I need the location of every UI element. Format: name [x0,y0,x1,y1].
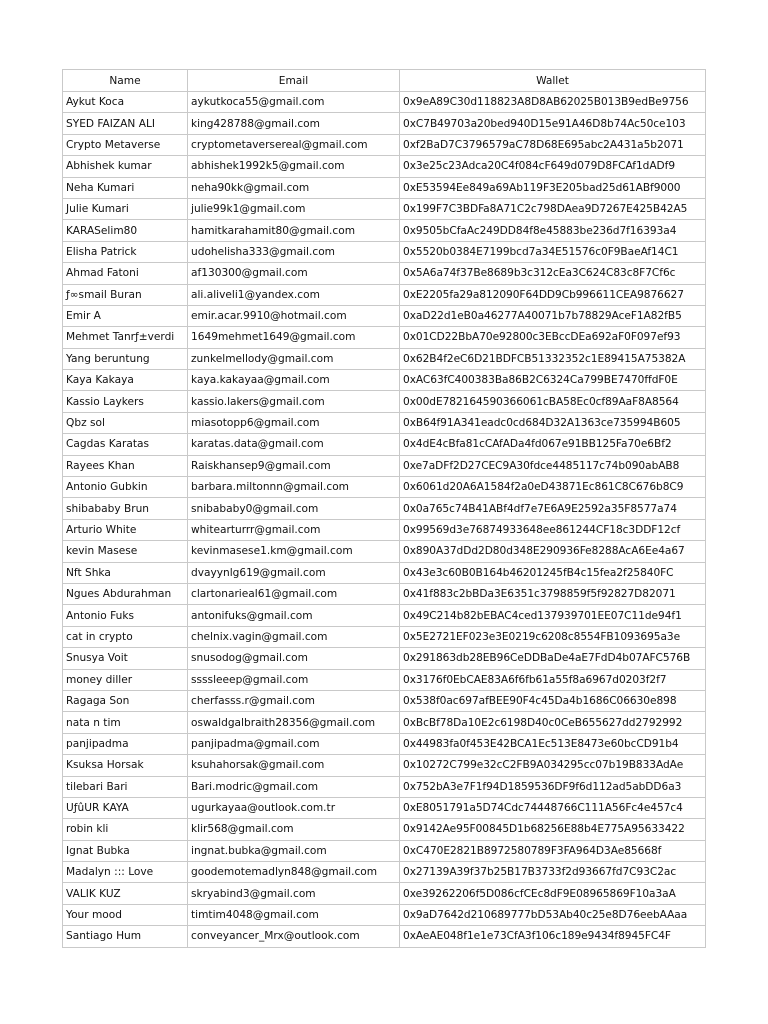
wallet-cell: 0x49C214b82bEBAC4ced137939701EE07C11de94f1 [400,605,706,626]
email-cell: cryptometaversereal@gmail.com [188,134,400,155]
email-cell: udohelisha333@gmail.com [188,241,400,262]
table-row [63,412,706,433]
email-cell: af130300@gmail.com [188,263,400,284]
table-row [63,370,706,391]
wallet-cell: 0x44983fa0f453E42BCA1Ec513E8473e60bcCD91b4 [400,733,706,754]
email-cell: clartonarieal61@gmail.com [188,583,400,604]
table-row [63,113,706,134]
name-cell: Qbz sol [63,412,188,433]
name-cell: Kaya Kakaya [63,370,188,391]
header-row [63,70,706,92]
email-cell: oswaldgalbraith28356@gmail.com [188,712,400,733]
email-cell: dvayynlg619@gmail.com [188,562,400,583]
name-cell: UƒûUR KAYA [63,797,188,818]
table-row [63,241,706,262]
name-cell: Ignat Bubka [63,840,188,861]
name-cell: Crypto Metaverse [63,134,188,155]
table-row [63,220,706,241]
wallet-cell: 0x9aD7642d210689777bD53Ab40c25e8D76eebAAaa [400,904,706,925]
email-cell: miasotopp6@gmail.com [188,412,400,433]
table-row [63,755,706,776]
wallet-cell: 0x27139A39f37b25B17B3733f2d93667fd7C93C2ac [400,862,706,883]
name-cell: Rayees Khan [63,455,188,476]
table-row [63,648,706,669]
table-row [63,733,706,754]
table-row [63,434,706,455]
table-row [63,605,706,626]
email-cell: hamitkarahamit80@gmail.com [188,220,400,241]
email-cell: julie99k1@gmail.com [188,198,400,219]
wallet-cell: 0x3e25c23Adca20C4f084cF649d079D8FCAf1dADf9 [400,156,706,177]
table-row [63,198,706,219]
email-cell: ssssleeep@gmail.com [188,669,400,690]
table-row [63,519,706,540]
name-cell: Cagdas Karatas [63,434,188,455]
wallet-cell: 0xAC63fC400383Ba86B2C6324Ca799BE7470ffdF0E [400,370,706,391]
wallet-cell: 0x291863db28EB96CeDDBaDe4aE7FdD4b07AFC576B [400,648,706,669]
email-cell: ugurkayaa@outlook.com.tr [188,797,400,818]
wallet-cell: 0xBcBf78Da10E2c6198D40c0CeB655627dd2792992 [400,712,706,733]
table-row [63,626,706,647]
email-cell: emir.acar.9910@hotmail.com [188,305,400,326]
table-row [63,156,706,177]
name-cell: kevin Masese [63,541,188,562]
email-cell: goodemotemadlyn848@gmail.com [188,862,400,883]
table-row [63,712,706,733]
name-cell: Ahmad Fatoni [63,263,188,284]
email-cell: snibababy0@gmail.com [188,498,400,519]
email-cell: kassio.lakers@gmail.com [188,391,400,412]
wallet-cell: 0x9505bCfaAc249DD84f8e45883be236d7f16393a4 [400,220,706,241]
name-cell: Emir A [63,305,188,326]
header-name: Name [63,70,188,92]
wallet-cell: 0x6061d20A6A1584f2a0eD43871Ec861C8C676b8C9 [400,477,706,498]
wallet-cell: 0x5520b0384E7199bcd7a34E51576c0F9BaeAf14C1 [400,241,706,262]
wallet-cell: 0x9eA89C30d118823A8D8AB62025B013B9edBe9756 [400,92,706,113]
name-cell: SYED FAIZAN ALI [63,113,188,134]
name-cell: ƒ∞smail Buran [63,284,188,305]
email-cell: ksuhahorsak@gmail.com [188,755,400,776]
wallet-cell: 0xaD22d1eB0a46277A40071b7b78829AceF1A82fB5 [400,305,706,326]
name-cell: cat in crypto [63,626,188,647]
wallet-cell: 0x752bA3e7F1f94D1859536DF9f6d112ad5abDD6a3 [400,776,706,797]
table-row [63,926,706,947]
table-row [63,455,706,476]
wallet-cell: 0x5E2721EF023e3E0219c6208c8554FB1093695a3e [400,626,706,647]
name-cell: Abhishek kumar [63,156,188,177]
email-cell: klir568@gmail.com [188,819,400,840]
table-row [63,541,706,562]
name-cell: shibababy Brun [63,498,188,519]
table-row [63,862,706,883]
email-cell: abhishek1992k5@gmail.com [188,156,400,177]
email-cell: snusodog@gmail.com [188,648,400,669]
table-row [63,391,706,412]
wallet-cell: 0xAeAE048f1e1e73CfA3f106c189e9434f8945FC4F [400,926,706,947]
email-cell: karatas.data@gmail.com [188,434,400,455]
table-row [63,819,706,840]
header-wallet: Wallet [400,70,706,92]
name-cell: Elisha Patrick [63,241,188,262]
name-cell: Yang beruntung [63,348,188,369]
wallet-cell: 0xe7aDFf2D27CEC9A30fdce4485117c74b090abAB8 [400,455,706,476]
wallet-cell: 0xE2205fa29a812090F64DD9Cb996611CEA9876627 [400,284,706,305]
wallet-cell: 0x3176f0EbCAE83A6f6fb61a55f8a6967d0203f2f7 [400,669,706,690]
wallet-cell: 0x199F7C3BDFa8A71C2c798DAea9D7267E425B42A5 [400,198,706,219]
email-cell: antonifuks@gmail.com [188,605,400,626]
email-cell: kevinmasese1.km@gmail.com [188,541,400,562]
name-cell: panjipadma [63,733,188,754]
name-cell: Ngues Abdurahman [63,583,188,604]
wallet-cell: 0xf2BaD7C3796579aC78D68E695abc2A431a5b2071 [400,134,706,155]
table-row [63,883,706,904]
wallet-cell: 0x99569d3e76874933648ee861244CF18c3DDF12cf [400,519,706,540]
name-cell: Nft Shka [63,562,188,583]
wallet-cell: 0x43e3c60B0B164b46201245fB4c15fea2f25840FC [400,562,706,583]
name-cell: Madalyn ::: Love [63,862,188,883]
email-cell: ali.aliveli1@yandex.com [188,284,400,305]
wallet-cell: 0x00dE782164590366061cBA58Ec0cf89AaF8A8564 [400,391,706,412]
name-cell: Aykut Koca [63,92,188,113]
email-cell: whitearturrr@gmail.com [188,519,400,540]
name-cell: nata n tim [63,712,188,733]
wallet-cell: 0x62B4f2eC6D21BDFCB51332352c1E89415A75382A [400,348,706,369]
table-row [63,498,706,519]
wallet-cell: 0xC470E2821B8972580789F3FA964D3Ae85668f [400,840,706,861]
email-cell: aykutkoca55@gmail.com [188,92,400,113]
table-row [63,904,706,925]
table-row [63,177,706,198]
table-row [63,263,706,284]
email-cell: conveyancer_Mrx@outlook.com [188,926,400,947]
wallet-cell: 0x41f883c2bBDa3E6351c3798859f5f92827D82071 [400,583,706,604]
table-row [63,348,706,369]
email-cell: 1649mehmet1649@gmail.com [188,327,400,348]
wallet-cell: 0x0a765c74B41ABf4df7e7E6A9E2592a35F8577a74 [400,498,706,519]
email-cell: Raiskhansep9@gmail.com [188,455,400,476]
email-cell: cherfasss.r@gmail.com [188,690,400,711]
name-cell: Santiago Hum [63,926,188,947]
wallet-cell: 0x4dE4cBfa81cCAfADa4fd067e91BB125Fa70e6Bf2 [400,434,706,455]
email-cell: skryabind3@gmail.com [188,883,400,904]
name-cell: tilebari Bari [63,776,188,797]
table-row [63,690,706,711]
name-cell: Ksuksa Horsak [63,755,188,776]
table-row [63,797,706,818]
name-cell: KARASelim80 [63,220,188,241]
name-cell: VALIK KUZ [63,883,188,904]
wallet-cell: 0x538f0ac697afBEE90F4c45Da4b1686C06630e898 [400,690,706,711]
name-cell: Antonio Fuks [63,605,188,626]
table-row [63,134,706,155]
table-row [63,562,706,583]
wallet-cell: 0xE8051791a5D74Cdc74448766C111A56Fc4e457c4 [400,797,706,818]
wallet-cell: 0x9142Ae95F00845D1b68256E88b4E775A95633422 [400,819,706,840]
wallet-cell: 0xe39262206f5D086cfCEc8dF9E08965869F10a3aA [400,883,706,904]
header-email: Email [188,70,400,92]
table-row [63,583,706,604]
table-row [63,284,706,305]
email-cell: zunkelmellody@gmail.com [188,348,400,369]
name-cell: money diller [63,669,188,690]
name-cell: Ragaga Son [63,690,188,711]
name-cell: Snusya Voit [63,648,188,669]
table-row [63,92,706,113]
table-row [63,327,706,348]
name-cell: Antonio Gubkin [63,477,188,498]
name-cell: Mehmet Tanrƒ±verdi [63,327,188,348]
email-cell: king428788@gmail.com [188,113,400,134]
table-row [63,305,706,326]
email-cell: panjipadma@gmail.com [188,733,400,754]
wallet-table [62,69,706,948]
name-cell: Kassio Laykers [63,391,188,412]
email-cell: Bari.modric@gmail.com [188,776,400,797]
wallet-cell: 0xE53594Ee849a69Ab119F3E205bad25d61ABf9000 [400,177,706,198]
name-cell: Arturio White [63,519,188,540]
table-row [63,776,706,797]
name-cell: robin kli [63,819,188,840]
email-cell: neha90kk@gmail.com [188,177,400,198]
wallet-cell: 0x890A37dDd2D80d348E290936Fe8288AcA6Ee4a67 [400,541,706,562]
wallet-cell: 0xB64f91A341eadc0cd684D32A1363ce735994B605 [400,412,706,433]
wallet-cell: 0x10272C799e32cC2FB9A034295cc07b19B833AdAe [400,755,706,776]
email-cell: ingnat.bubka@gmail.com [188,840,400,861]
email-cell: barbara.miltonnn@gmail.com [188,477,400,498]
wallet-cell: 0x01CD22BbA70e92800c3EBccDEa692aF0F097ef93 [400,327,706,348]
name-cell: Neha Kumari [63,177,188,198]
email-cell: kaya.kakayaa@gmail.com [188,370,400,391]
name-cell: Your mood [63,904,188,925]
table-row [63,669,706,690]
wallet-cell: 0x5A6a74f37Be8689b3c312cEa3C624C83c8F7Cf6c [400,263,706,284]
email-cell: timtim4048@gmail.com [188,904,400,925]
wallet-cell: 0xC7B49703a20bed940D15e91A46D8b74Ac50ce103 [400,113,706,134]
name-cell: Julie Kumari [63,198,188,219]
table-row [63,840,706,861]
email-cell: chelnix.vagin@gmail.com [188,626,400,647]
table-row [63,477,706,498]
